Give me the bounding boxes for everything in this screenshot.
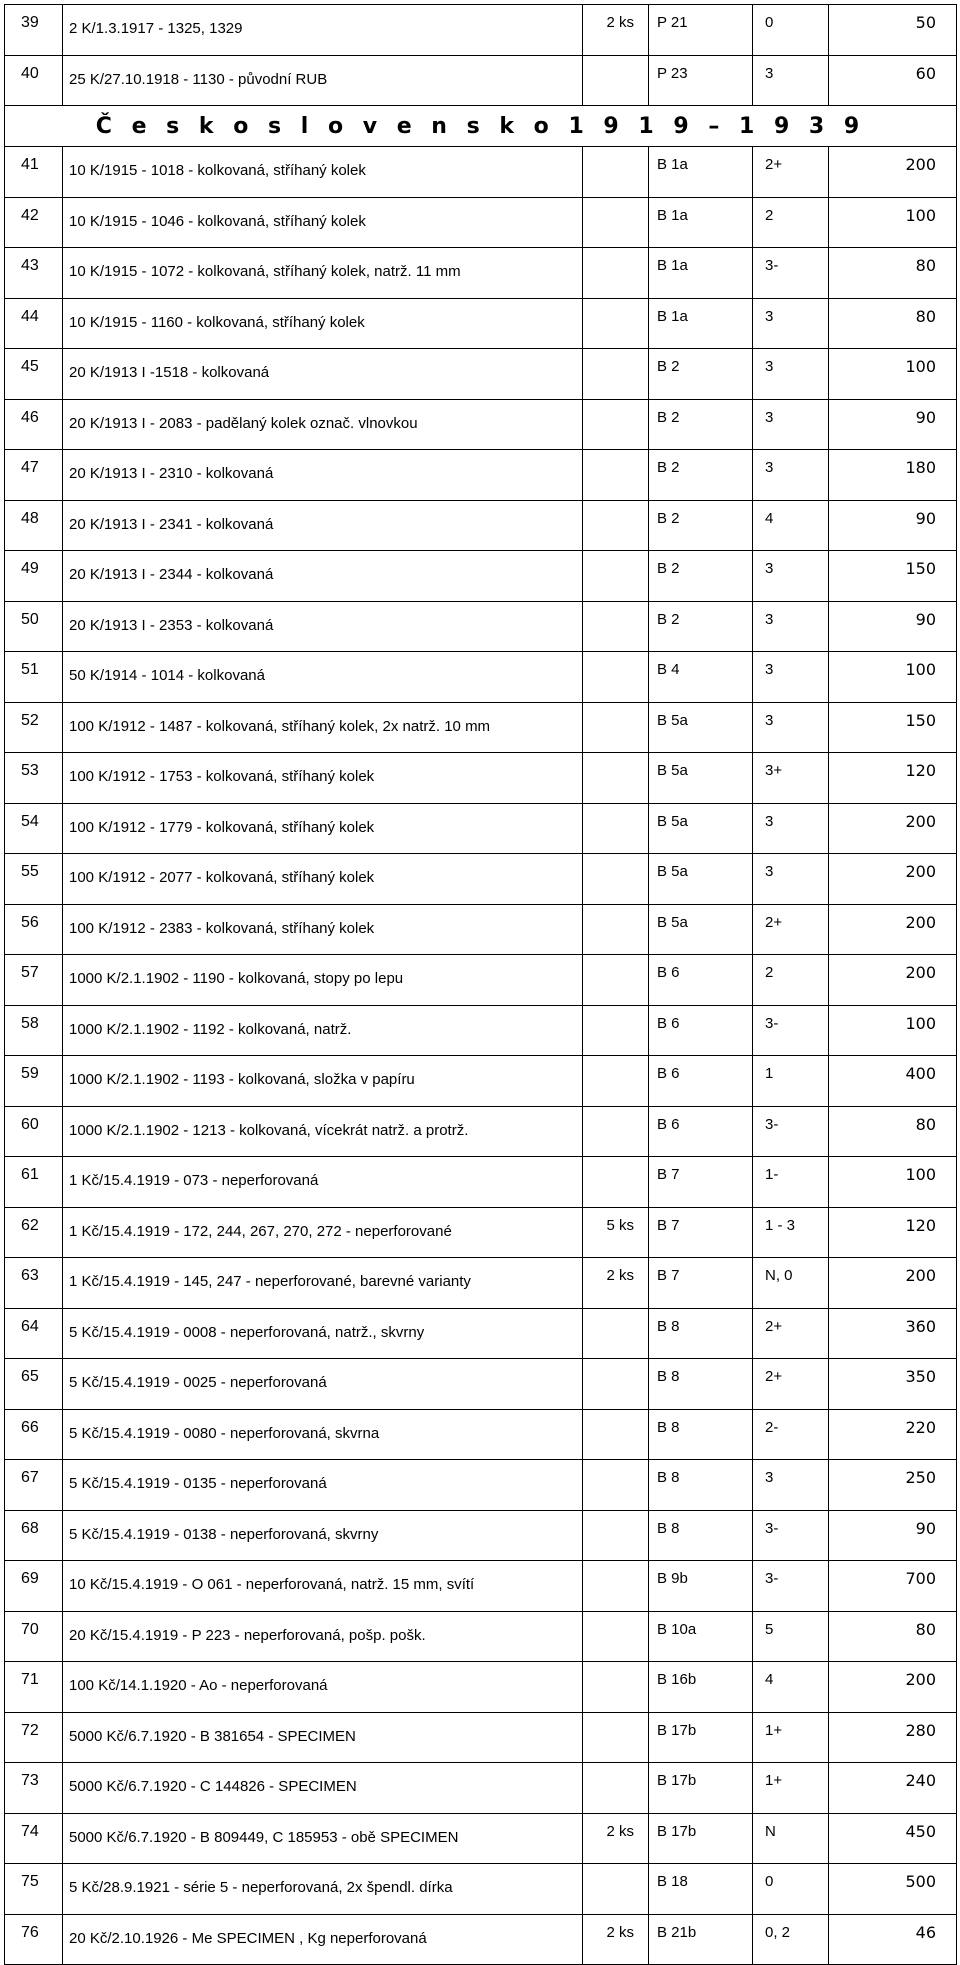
item-description: 5 Kč/28.9.1921 - série 5 - neperforovaná, 2x špendl. dírka [63,1864,583,1915]
lot-number: 43 [5,248,63,299]
item-description: 25 K/27.10.1918 - 1130 - původní RUB [63,55,583,106]
catalog-number: B 8 [649,1359,753,1410]
item-grade: 3 [753,349,829,400]
item-grade: 2+ [753,904,829,955]
item-quantity [583,55,649,106]
item-quantity [583,450,649,501]
item-grade: 1+ [753,1712,829,1763]
catalog-number: B 8 [649,1308,753,1359]
table-row [5,652,957,703]
item-grade: 2+ [753,1308,829,1359]
item-grade: 3- [753,248,829,299]
item-description: 2 K/1.3.1917 - 1325, 1329 [63,5,583,56]
catalog-table [4,4,957,1965]
catalog-number: B 1a [649,197,753,248]
item-quantity [583,1106,649,1157]
catalog-body [5,5,957,1965]
item-quantity [583,955,649,1006]
lot-number: 42 [5,197,63,248]
catalog-number: B 17b [649,1813,753,1864]
table-row [5,1864,957,1915]
item-grade: 2 [753,955,829,1006]
lot-number: 51 [5,652,63,703]
table-row [5,1157,957,1208]
catalog-number: B 18 [649,1864,753,1915]
table-row [5,1611,957,1662]
item-grade: 3 [753,601,829,652]
catalog-number: B 2 [649,349,753,400]
item-price: 80 [829,1611,957,1662]
item-price: 450 [829,1813,957,1864]
item-grade: 0 [753,1864,829,1915]
lot-number: 58 [5,1005,63,1056]
item-grade: 3+ [753,753,829,804]
catalog-number: B 2 [649,399,753,450]
item-description: 20 K/1913 I -1518 - kolkovaná [63,349,583,400]
section-heading-row [5,106,957,147]
table-row [5,5,957,56]
item-quantity [583,1056,649,1107]
item-price: 90 [829,399,957,450]
item-quantity [583,652,649,703]
item-grade: 2 [753,197,829,248]
item-quantity [583,1611,649,1662]
item-quantity [583,1460,649,1511]
table-row [5,1308,957,1359]
item-description: 10 K/1915 - 1072 - kolkovaná, stříhaný kolek, natrž. 11 mm [63,248,583,299]
item-quantity [583,147,649,198]
item-grade: 3 [753,399,829,450]
lot-number: 47 [5,450,63,501]
item-description: 20 K/1913 I - 2310 - kolkovaná [63,450,583,501]
lot-number: 69 [5,1561,63,1612]
table-row [5,1258,957,1309]
lot-number: 74 [5,1813,63,1864]
item-description: 5 Kč/15.4.1919 - 0025 - neperforovaná [63,1359,583,1410]
table-row [5,1813,957,1864]
lot-number: 63 [5,1258,63,1309]
lot-number: 50 [5,601,63,652]
catalog-number: B 2 [649,601,753,652]
item-quantity: 2 ks [583,5,649,56]
item-quantity [583,803,649,854]
item-quantity [583,399,649,450]
item-grade: N, 0 [753,1258,829,1309]
item-price: 46 [829,1914,957,1965]
item-quantity [583,298,649,349]
catalog-number: B 7 [649,1157,753,1208]
lot-number: 45 [5,349,63,400]
table-row [5,601,957,652]
item-quantity [583,551,649,602]
item-price: 350 [829,1359,957,1410]
item-price: 100 [829,1005,957,1056]
item-price: 100 [829,652,957,703]
item-grade: 3 [753,55,829,106]
lot-number: 48 [5,500,63,551]
item-description: 10 K/1915 - 1046 - kolkovaná, stříhaný kolek [63,197,583,248]
item-description: 20 K/1913 I - 2344 - kolkovaná [63,551,583,602]
item-grade: 3 [753,652,829,703]
lot-number: 41 [5,147,63,198]
item-grade: 2+ [753,147,829,198]
table-row [5,753,957,804]
item-grade: 3 [753,803,829,854]
item-grade: 0, 2 [753,1914,829,1965]
item-quantity [583,1157,649,1208]
catalog-number: P 23 [649,55,753,106]
lot-number: 72 [5,1712,63,1763]
item-description: 100 K/1912 - 1779 - kolkovaná, stříhaný kolek [63,803,583,854]
item-grade: 5 [753,1611,829,1662]
table-row [5,147,957,198]
table-row [5,1409,957,1460]
lot-number: 73 [5,1763,63,1814]
item-description: 50 K/1914 - 1014 - kolkovaná [63,652,583,703]
catalog-number: B 1a [649,248,753,299]
table-row [5,702,957,753]
item-quantity [583,1712,649,1763]
table-row [5,1207,957,1258]
item-quantity [583,601,649,652]
item-price: 400 [829,1056,957,1107]
item-description: 5 Kč/15.4.1919 - 0138 - neperforovaná, skvrny [63,1510,583,1561]
item-quantity [583,1561,649,1612]
catalog-number: B 6 [649,955,753,1006]
lot-number: 64 [5,1308,63,1359]
item-price: 90 [829,601,957,652]
table-row [5,1005,957,1056]
item-grade: 1- [753,1157,829,1208]
lot-number: 59 [5,1056,63,1107]
item-price: 200 [829,1662,957,1713]
item-grade: 3 [753,298,829,349]
catalog-number: B 1a [649,298,753,349]
item-price: 100 [829,349,957,400]
item-quantity: 2 ks [583,1914,649,1965]
item-description: 1 Kč/15.4.1919 - 145, 247 - neperforované, barevné varianty [63,1258,583,1309]
item-price: 80 [829,248,957,299]
item-grade: 2- [753,1409,829,1460]
item-grade: 2+ [753,1359,829,1410]
item-description: 10 Kč/15.4.1919 - O 061 - neperforovaná, natrž. 15 mm, svítí [63,1561,583,1612]
table-row [5,1712,957,1763]
item-price: 100 [829,1157,957,1208]
catalog-number: B 5a [649,854,753,905]
catalog-number: B 7 [649,1258,753,1309]
table-row [5,551,957,602]
item-price: 500 [829,1864,957,1915]
lot-number: 46 [5,399,63,450]
item-grade: 3- [753,1561,829,1612]
item-price: 200 [829,904,957,955]
item-quantity: 5 ks [583,1207,649,1258]
item-price: 700 [829,1561,957,1612]
item-price: 360 [829,1308,957,1359]
catalog-number: B 8 [649,1510,753,1561]
item-price: 90 [829,500,957,551]
item-grade: 3 [753,450,829,501]
table-row [5,854,957,905]
item-price: 200 [829,955,957,1006]
item-quantity [583,702,649,753]
lot-number: 49 [5,551,63,602]
item-description: 1000 K/2.1.1902 - 1213 - kolkovaná, vícekrát natrž. a protrž. [63,1106,583,1157]
lot-number: 71 [5,1662,63,1713]
item-price: 60 [829,55,957,106]
item-price: 200 [829,147,957,198]
item-quantity [583,1763,649,1814]
item-quantity [583,1359,649,1410]
item-quantity: 2 ks [583,1813,649,1864]
catalog-number: B 8 [649,1409,753,1460]
item-price: 200 [829,854,957,905]
item-price: 180 [829,450,957,501]
item-grade: 3 [753,702,829,753]
item-grade: 0 [753,5,829,56]
item-price: 80 [829,298,957,349]
item-description: 1 Kč/15.4.1919 - 172, 244, 267, 270, 272 - neperforované [63,1207,583,1258]
table-row [5,450,957,501]
item-price: 100 [829,197,957,248]
catalog-number: B 16b [649,1662,753,1713]
item-description: 1000 K/2.1.1902 - 1190 - kolkovaná, stopy po lepu [63,955,583,1006]
section-heading: Č e s k o s l o v e n s k o 1 9 1 9 – 1 9 3 9 [5,106,957,147]
lot-number: 55 [5,854,63,905]
catalog-number: B 17b [649,1763,753,1814]
table-row [5,1561,957,1612]
item-quantity [583,197,649,248]
item-price: 150 [829,551,957,602]
item-price: 120 [829,753,957,804]
lot-number: 60 [5,1106,63,1157]
lot-number: 54 [5,803,63,854]
item-quantity [583,904,649,955]
item-description: 20 K/1913 I - 2353 - kolkovaná [63,601,583,652]
item-description: 5000 Kč/6.7.1920 - B 809449, C 185953 - obě SPECIMEN [63,1813,583,1864]
item-quantity [583,349,649,400]
item-description: 10 K/1915 - 1018 - kolkovaná, stříhaný kolek [63,147,583,198]
item-description: 20 Kč/15.4.1919 - P 223 - neperforovaná, pošp. pošk. [63,1611,583,1662]
catalog-number: B 5a [649,904,753,955]
item-description: 5 Kč/15.4.1919 - 0008 - neperforovaná, natrž., skvrny [63,1308,583,1359]
lot-number: 67 [5,1460,63,1511]
catalog-number: B 6 [649,1056,753,1107]
item-quantity [583,1409,649,1460]
table-row [5,1359,957,1410]
table-row [5,1460,957,1511]
lot-number: 44 [5,298,63,349]
catalog-number: B 1a [649,147,753,198]
item-grade: 1 [753,1056,829,1107]
catalog-number: B 5a [649,702,753,753]
item-description: 20 K/1913 I - 2083 - padělaný kolek označ. vlnovkou [63,399,583,450]
item-quantity [583,500,649,551]
item-description: 5000 Kč/6.7.1920 - B 381654 - SPECIMEN [63,1712,583,1763]
table-row [5,1763,957,1814]
item-price: 150 [829,702,957,753]
table-row [5,197,957,248]
catalog-number: B 6 [649,1106,753,1157]
table-row [5,1662,957,1713]
catalog-number: B 2 [649,551,753,602]
lot-number: 39 [5,5,63,56]
lot-number: 61 [5,1157,63,1208]
item-quantity [583,248,649,299]
item-quantity [583,1864,649,1915]
item-grade: 1 - 3 [753,1207,829,1258]
item-grade: 3 [753,1460,829,1511]
table-row [5,399,957,450]
lot-number: 62 [5,1207,63,1258]
table-row [5,1510,957,1561]
catalog-number: B 6 [649,1005,753,1056]
table-row [5,349,957,400]
item-description: 100 K/1912 - 2077 - kolkovaná, stříhaný kolek [63,854,583,905]
catalog-number: B 10a [649,1611,753,1662]
item-description: 100 K/1912 - 1487 - kolkovaná, stříhaný kolek, 2x natrž. 10 mm [63,702,583,753]
item-grade: 4 [753,500,829,551]
item-quantity [583,1308,649,1359]
table-row [5,298,957,349]
table-row [5,803,957,854]
table-row [5,248,957,299]
lot-number: 75 [5,1864,63,1915]
item-price: 200 [829,803,957,854]
lot-number: 76 [5,1914,63,1965]
lot-number: 57 [5,955,63,1006]
catalog-number: B 21b [649,1914,753,1965]
item-price: 90 [829,1510,957,1561]
item-quantity [583,1662,649,1713]
catalog-number: B 4 [649,652,753,703]
table-row [5,500,957,551]
catalog-number: B 2 [649,450,753,501]
item-price: 220 [829,1409,957,1460]
item-price: 240 [829,1763,957,1814]
item-description: 1000 K/2.1.1902 - 1192 - kolkovaná, natrž. [63,1005,583,1056]
item-description: 100 Kč/14.1.1920 - Ao - neperforovaná [63,1662,583,1713]
table-row [5,55,957,106]
item-description: 10 K/1915 - 1160 - kolkovaná, stříhaný kolek [63,298,583,349]
item-price: 280 [829,1712,957,1763]
catalog-number: B 5a [649,753,753,804]
item-description: 20 Kč/2.10.1926 - Me SPECIMEN , Kg neperforovaná [63,1914,583,1965]
item-quantity [583,753,649,804]
catalog-number: B 7 [649,1207,753,1258]
lot-number: 65 [5,1359,63,1410]
item-quantity: 2 ks [583,1258,649,1309]
item-description: 100 K/1912 - 2383 - kolkovaná, stříhaný kolek [63,904,583,955]
item-price: 50 [829,5,957,56]
item-description: 1 Kč/15.4.1919 - 073 - neperforovaná [63,1157,583,1208]
item-quantity [583,1510,649,1561]
catalog-number: P 21 [649,5,753,56]
item-description: 5000 Kč/6.7.1920 - C 144826 - SPECIMEN [63,1763,583,1814]
item-description: 1000 K/2.1.1902 - 1193 - kolkovaná, složka v papíru [63,1056,583,1107]
lot-number: 40 [5,55,63,106]
item-grade: 1+ [753,1763,829,1814]
item-description: 20 K/1913 I - 2341 - kolkovaná [63,500,583,551]
catalog-number: B 17b [649,1712,753,1763]
item-grade: 3- [753,1510,829,1561]
item-grade: 4 [753,1662,829,1713]
catalog-number: B 2 [649,500,753,551]
item-quantity [583,854,649,905]
catalog-number: B 8 [649,1460,753,1511]
table-row [5,1106,957,1157]
item-description: 5 Kč/15.4.1919 - 0080 - neperforovaná, skvrna [63,1409,583,1460]
table-row [5,1056,957,1107]
catalog-number: B 5a [649,803,753,854]
table-row [5,904,957,955]
item-price: 80 [829,1106,957,1157]
catalog-number: B 9b [649,1561,753,1612]
lot-number: 56 [5,904,63,955]
item-description: 100 K/1912 - 1753 - kolkovaná, stříhaný kolek [63,753,583,804]
item-price: 120 [829,1207,957,1258]
item-price: 250 [829,1460,957,1511]
lot-number: 70 [5,1611,63,1662]
table-row [5,955,957,1006]
item-grade: 3- [753,1005,829,1056]
lot-number: 66 [5,1409,63,1460]
lot-number: 52 [5,702,63,753]
item-grade: 3 [753,551,829,602]
table-row [5,1914,957,1965]
item-grade: 3 [753,854,829,905]
item-grade: N [753,1813,829,1864]
item-description: 5 Kč/15.4.1919 - 0135 - neperforovaná [63,1460,583,1511]
item-price: 200 [829,1258,957,1309]
lot-number: 53 [5,753,63,804]
item-grade: 3- [753,1106,829,1157]
lot-number: 68 [5,1510,63,1561]
item-quantity [583,1005,649,1056]
